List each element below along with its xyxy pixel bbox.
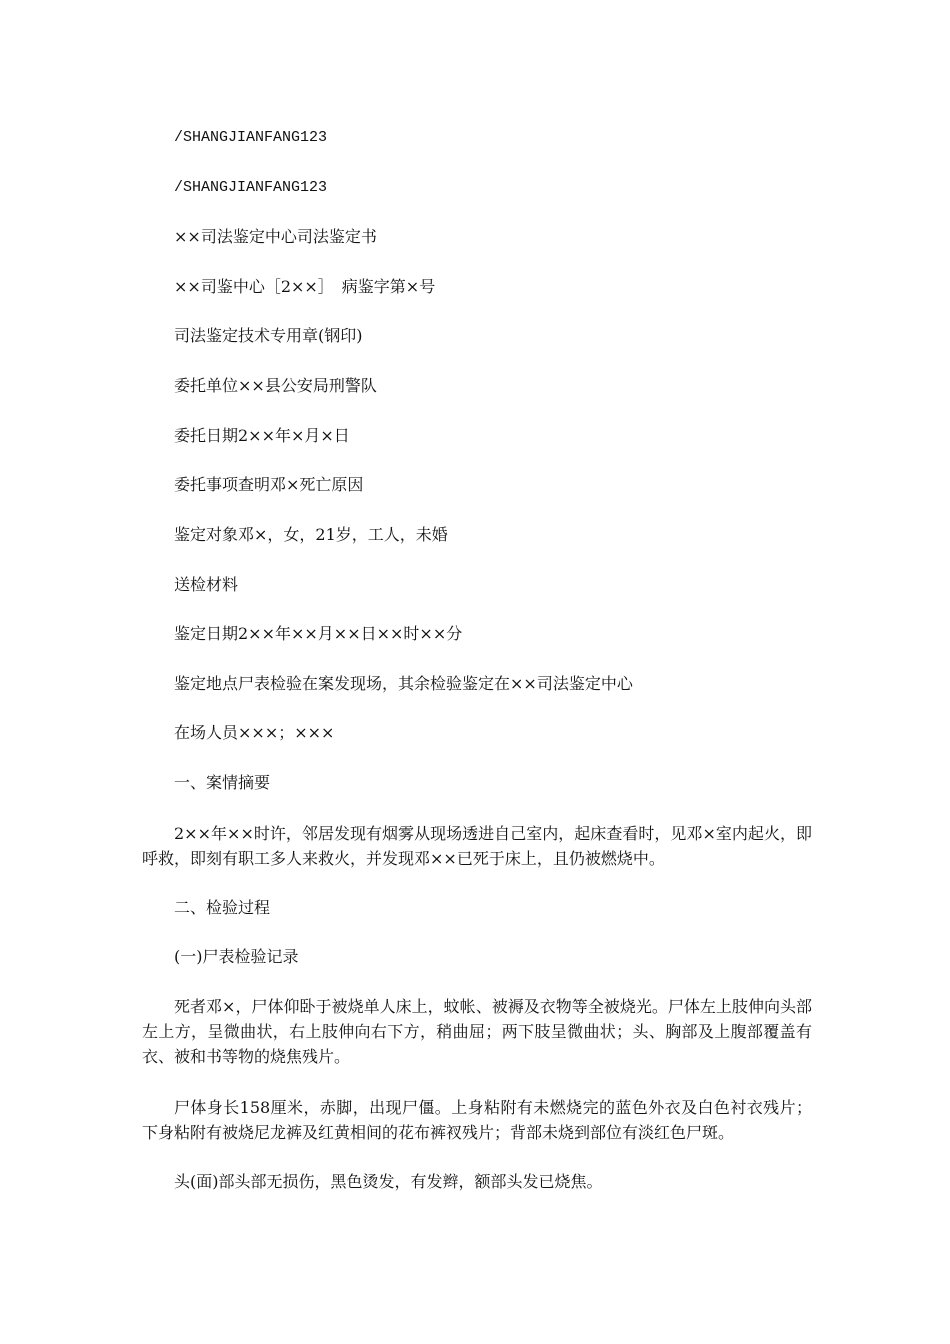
external-exam-paragraph-1: 死者邓×，尸体仰卧于被烧单人床上，蚊帐、被褥及衣物等全被烧光。尸体左上肢伸向头部左上方，呈微曲状，右上肢伸向右下方，稍曲屈；两下肢呈微曲状；头、胸部及上腹部覆盖有衣、被和书等物的烧焦残片。 [142, 997, 812, 1066]
header-line-1: /SHANGJIANFANG123 [174, 129, 328, 146]
appraisal-subject: 鉴定对象邓×，女，21岁，工人，未婚 [174, 525, 448, 544]
section-heading-case-summary: 一、案情摘要 [174, 773, 271, 792]
entrusting-unit: 委托单位××县公安局刑警队 [174, 376, 377, 395]
header-line-2: /SHANGJIANFANG123 [174, 179, 328, 196]
document-number: ××司鉴中心［2××］ 病鉴字第×号 [174, 277, 436, 296]
external-exam-paragraph-3: 头(面)部头部无损伤，黑色烫发，有发辫，额部头发已烧焦。 [174, 1172, 603, 1191]
section-heading-examination: 二、检验过程 [174, 898, 271, 917]
entrusted-matter: 委托事项查明邓×死亡原因 [174, 475, 364, 494]
entrusting-date: 委托日期2××年×月×日 [174, 426, 350, 445]
case-summary-paragraph: 2××年××时许，邻居发现有烟雾从现场透进自己室内，起床查看时，见邓×室内起火，即呼救，即刻有职工多人来救火，并发现邓××已死于床上，且仍被燃烧中。 [142, 824, 812, 868]
appraisal-date: 鉴定日期2××年××月××日××时××分 [174, 624, 463, 643]
subsection-heading-external-exam: (一)尸表检验记录 [174, 947, 299, 966]
submitted-materials: 送检材料 [174, 575, 239, 594]
persons-present: 在场人员×××；××× [174, 723, 335, 742]
seal-note: 司法鉴定技术专用章(钢印) [174, 326, 363, 345]
external-exam-paragraph-2: 尸体身长158厘米，赤脚，出现尸僵。上身粘附有未燃烧完的蓝色外衣及白色衬衣残片；下身粘附有被烧尼龙裤及红黄相间的花布裤衩残片；背部未烧到部位有淡红色尸斑。 [142, 1098, 812, 1142]
document-title: ××司法鉴定中心司法鉴定书 [174, 227, 377, 246]
appraisal-location: 鉴定地点尸表检验在案发现场，其余检验鉴定在××司法鉴定中心 [174, 674, 633, 693]
